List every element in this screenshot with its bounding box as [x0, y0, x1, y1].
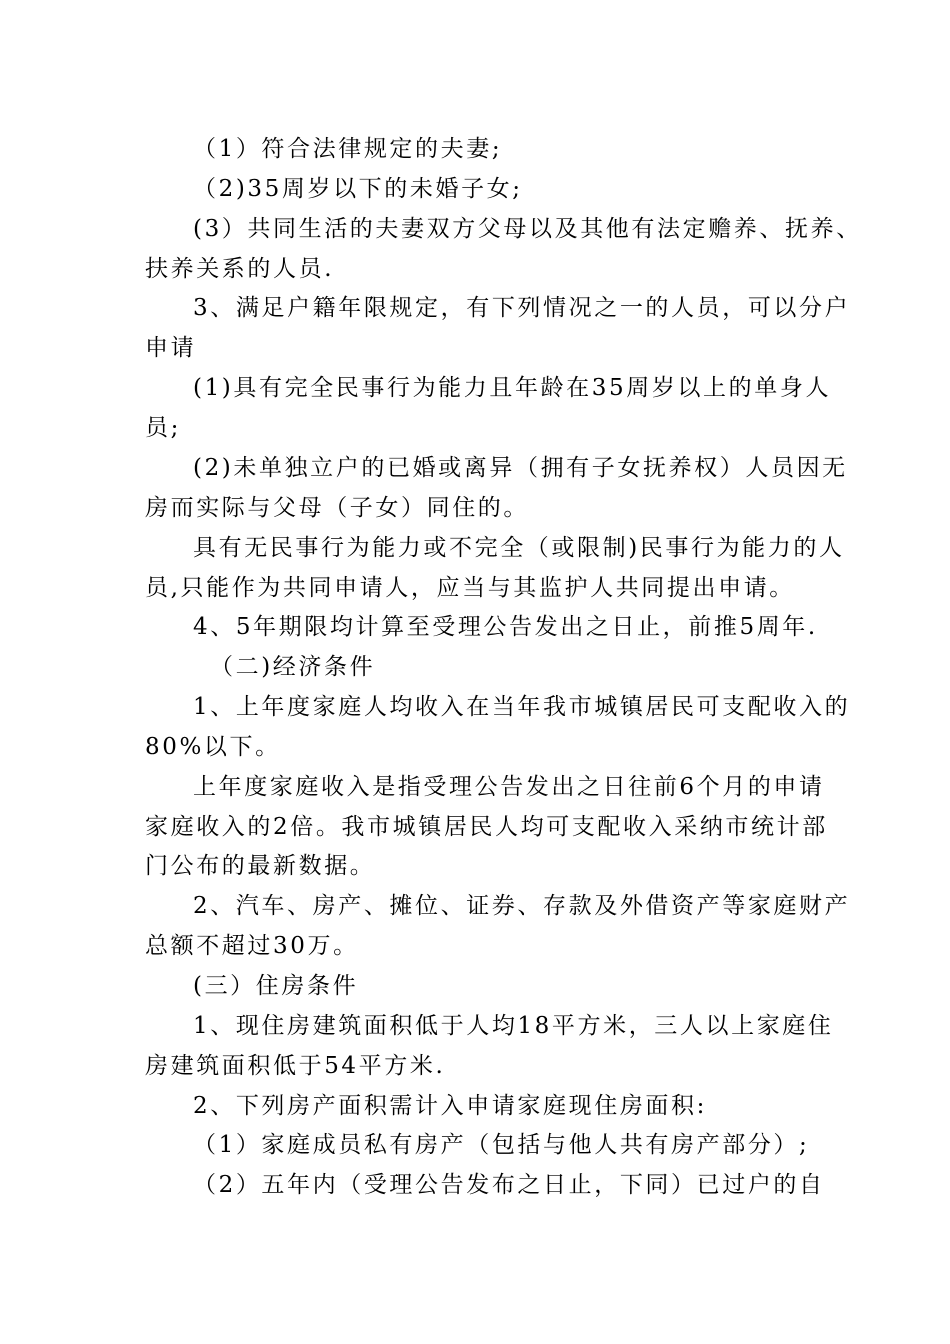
- text-line: 申请: [145, 335, 197, 361]
- text-line: (2)未单独立户的已婚或离异（拥有子女抚养权）人员因无: [193, 455, 848, 481]
- text-line: 2、汽车、房产、摊位、证券、存款及外借资产等家庭财产: [193, 893, 851, 919]
- text-line: 2、下列房产面积需计入申请家庭现住房面积:: [193, 1093, 707, 1119]
- text-line: (1)具有完全民事行为能力且年龄在35周岁以上的单身人: [193, 375, 832, 401]
- text-line: （1）家庭成员私有房产（包括与他人共有房产部分）;: [193, 1132, 810, 1158]
- text-line: 员;: [145, 415, 181, 441]
- text-line: 上年度家庭收入是指受理公告发出之日往前6个月的申请: [193, 774, 825, 800]
- text-line: 总额不超过30万。: [145, 933, 359, 959]
- text-line: 门公布的最新数据。: [145, 853, 376, 879]
- text-line: 员,只能作为共同申请人，应当与其监护人共同提出申请。: [145, 575, 795, 601]
- text-line: 家庭收入的2倍。我市城镇居民人均可支配收入采纳市统计部: [145, 814, 828, 840]
- text-line: （1）符合法律规定的夫妻;: [193, 136, 503, 162]
- text-line: 4、5年期限均计算至受理公告发出之日止，前推5周年.: [193, 614, 818, 640]
- section-heading: （二)经济条件: [210, 654, 376, 680]
- section-heading: (三）住房条件: [193, 973, 359, 999]
- text-line: 80%以下。: [145, 734, 281, 760]
- text-line: 1、现住房建筑面积低于人均18平方米，三人以上家庭住: [193, 1013, 834, 1039]
- text-line: （2)35周岁以下的未婚子女;: [193, 176, 523, 202]
- text-line: （2）五年内（受理公告发布之日止，下同）已过户的自: [193, 1172, 825, 1198]
- text-line: 3、满足户籍年限规定，有下列情况之一的人员，可以分户: [193, 295, 851, 321]
- text-line: 房建筑面积低于54平方米.: [145, 1053, 446, 1079]
- text-line: (3）共同生活的夫妻双方父母以及其他有法定赡养、抚养、: [193, 216, 862, 242]
- text-line: 具有无民事行为能力或不完全（或限制)民事行为能力的人: [193, 535, 845, 561]
- text-line: 1、上年度家庭人均收入在当年我市城镇居民可支配收入的: [193, 694, 851, 720]
- text-line: 扶养关系的人员.: [145, 256, 335, 282]
- text-line: 房而实际与父母（子女）同住的。: [145, 495, 529, 521]
